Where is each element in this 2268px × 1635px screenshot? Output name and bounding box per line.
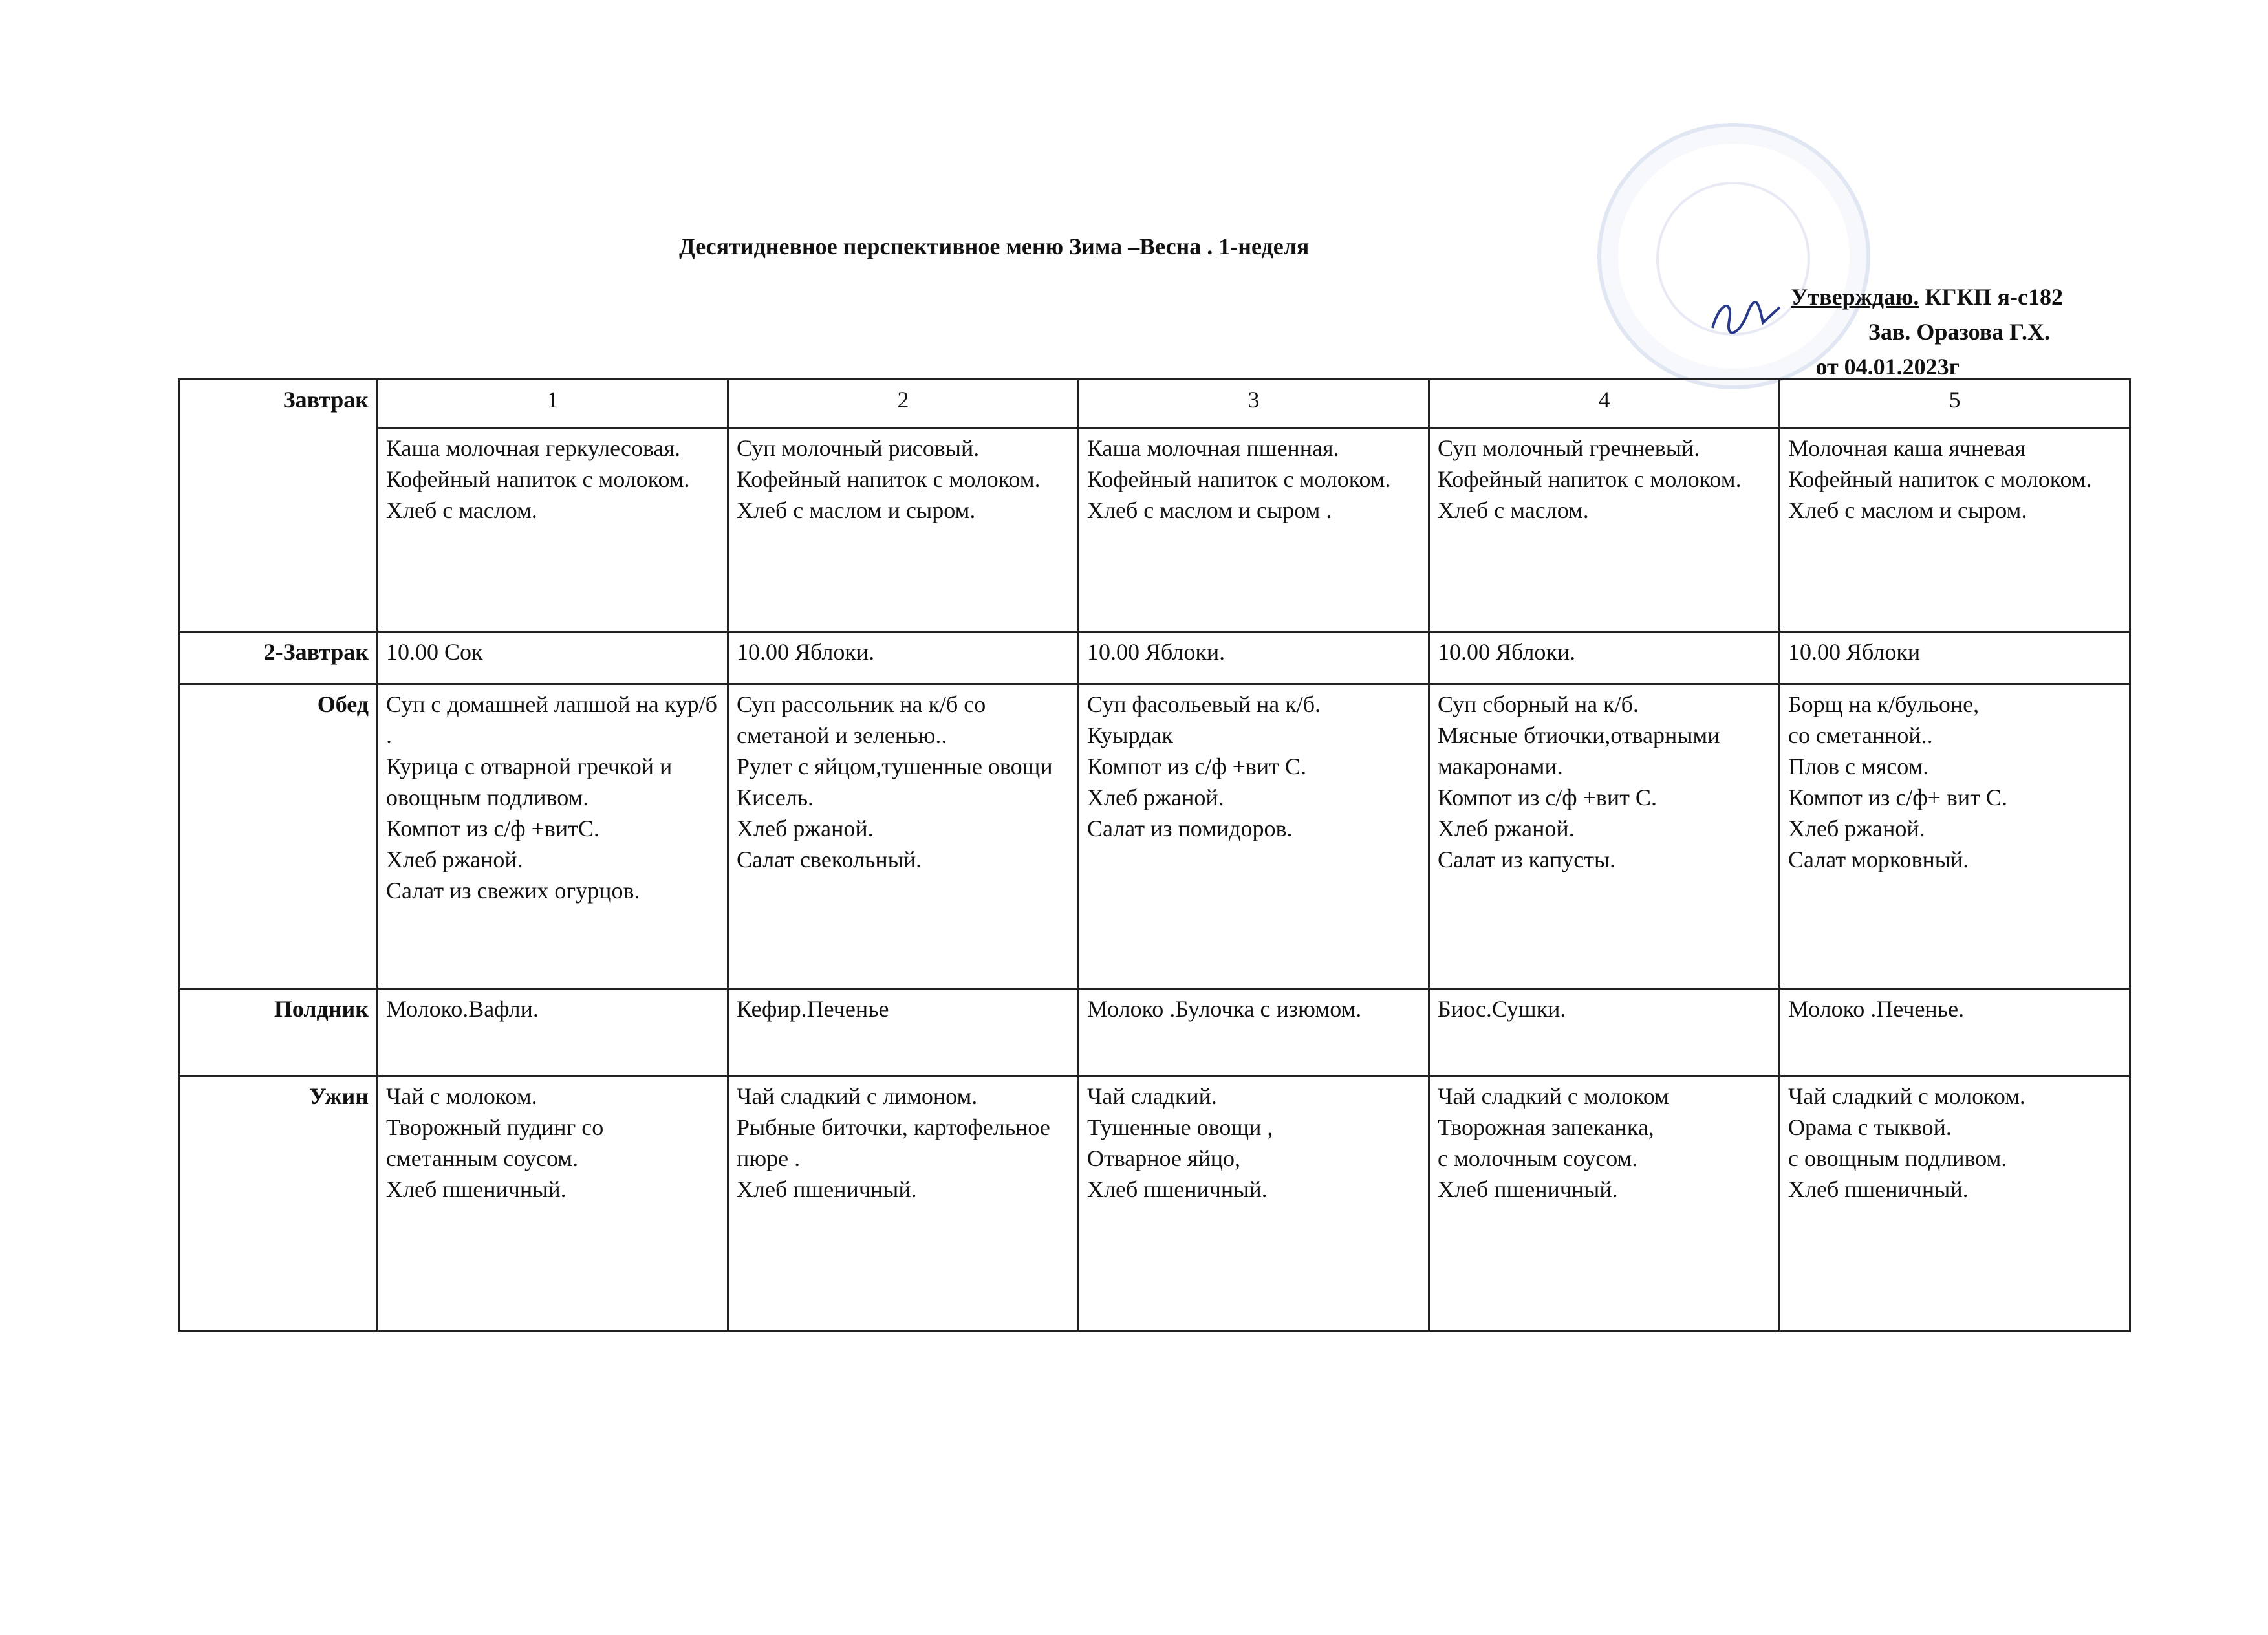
approval-line-1 [1688,279,2141,314]
menu-cell [1079,428,1429,632]
table-row [179,684,2130,989]
menu-line: Молоко .Булочка с изюмом. [1087,996,1362,1022]
menu-line: с овощным подливом. [1788,1145,2007,1171]
menu-line: Хлеб ржаной. [1087,785,1224,810]
approval-block [1688,279,2141,384]
page-title: Десятидневное перспективное меню Зима –Весна . 1-неделя [679,233,1310,259]
meal-label: Обед [179,684,378,989]
menu-line: Отварное яйцо, [1087,1145,1241,1171]
table-row [179,632,2130,684]
menu-line: Чай сладкий. [1087,1083,1217,1109]
menu-line: Рулет с яйцом,тушенные овощи [737,753,1053,779]
menu-line: Хлеб ржаной. [1438,816,1575,841]
menu-line: Салат морковный. [1788,847,1969,872]
approval-date: от 04.01.2023г [1815,354,1960,380]
menu-cell [728,1076,1079,1332]
menu-line: Биос.Сушки. [1438,996,1566,1022]
menu-line: Суп рассольник на к/б со сметаной и зеленью.. [737,691,986,748]
menu-line: Орама с тыквой. [1788,1114,1952,1140]
menu-line: Салат свекольный. [737,847,922,872]
menu-line: Чай сладкий с молоком. [1788,1083,2025,1109]
menu-line: Салат из помидоров. [1087,816,1293,841]
menu-line: Хлеб с маслом. [386,497,537,523]
menu-cell [378,428,728,632]
menu-line: Хлеб пшеничный. [1438,1176,1618,1202]
menu-line: 10.00 Яблоки. [737,639,875,665]
menu-line: Хлеб с маслом и сыром. [737,497,976,523]
meal-label: 2-Завтрак [179,632,378,684]
menu-line: Хлеб ржаной. [1788,816,1925,841]
menu-line: Хлеб с маслом и сыром . [1087,497,1332,523]
menu-line: Кофейный напиток с молоком. [386,466,690,492]
menu-cell [1780,632,2130,684]
menu-cell [728,989,1079,1076]
menu-line: Суп молочный рисовый. [737,435,980,461]
menu-line: Кефир.Печенье [737,996,889,1022]
menu-line: Мясные бтиочки,отварными макаронами. [1438,722,1720,779]
day-number: 5 [1780,380,2130,428]
approval-head: Зав. Оразова Г.Х. [1868,319,2050,345]
menu-line: Плов с мясом. [1788,753,1929,779]
menu-cell [1429,428,1780,632]
menu-line: Молоко.Вафли. [386,996,539,1022]
menu-line: 10.00 Яблоки. [1438,639,1576,665]
menu-line: Хлеб пшеничный. [386,1176,567,1202]
menu-line: Чай сладкий с лимоном. [737,1083,978,1109]
menu-table [178,378,2131,1332]
menu-line: Хлеб пшеничный. [1788,1176,1969,1202]
menu-line: Суп молочный гречневый. [1438,435,1700,461]
menu-cell [1429,989,1780,1076]
menu-cell [1429,684,1780,989]
menu-line: Молоко .Печенье. [1788,996,1965,1022]
menu-cell [728,428,1079,632]
menu-line: Компот из с/ф +витС. [386,816,599,841]
menu-line: Хлеб ржаной. [737,816,874,841]
menu-line: Рыбные биточки, картофельное пюре . [737,1114,1050,1171]
menu-line: Куырдак [1087,722,1173,748]
table-row [179,1076,2130,1332]
table-row [179,380,2130,428]
menu-line: Хлеб с маслом и сыром. [1788,497,2027,523]
day-number: 3 [1079,380,1429,428]
menu-line: Салат из капусты. [1438,847,1616,872]
menu-line: 10.00 Сок [386,639,483,665]
menu-line: Кофейный напиток с молоком. [1788,466,2092,492]
menu-line: Хлеб с маслом. [1438,497,1589,523]
menu-cell [1079,684,1429,989]
menu-cell [1780,989,2130,1076]
menu-line: Кисель. [737,785,814,810]
menu-line: Хлеб пшеничный. [737,1176,917,1202]
menu-line: Творожный пудинг со сметанным соусом. [386,1114,604,1171]
menu-cell [1780,1076,2130,1332]
menu-line: Кофейный напиток с молоком. [1087,466,1391,492]
menu-line: Хлеб ржаной. [386,847,523,872]
menu-line: с молочным соусом. [1438,1145,1638,1171]
menu-line: Каша молочная геркулесовая. [386,435,681,461]
menu-cell [1780,428,2130,632]
menu-cell [1429,632,1780,684]
menu-line: со сметанной.. [1788,722,1933,748]
menu-cell [728,632,1079,684]
menu-line: Тушенные овощи , [1087,1114,1273,1140]
menu-line: Каша молочная пшенная. [1087,435,1339,461]
menu-line: Курица с отварной гречкой и овощным подливом. [386,753,673,810]
menu-line: Молочная каша ячневая [1788,435,2026,461]
menu-cell [728,684,1079,989]
menu-cell [378,684,728,989]
menu-line: Суп с домашней лапшой на кур/б . [386,691,717,748]
menu-line: 10.00 Яблоки [1788,639,1921,665]
menu-cell [1079,1076,1429,1332]
menu-line: Компот из с/ф +вит С. [1438,785,1657,810]
menu-cell [1079,989,1429,1076]
menu-line: Творожная запеканка, [1438,1114,1654,1140]
menu-line: Чай сладкий с молоком [1438,1083,1669,1109]
day-number: 4 [1429,380,1780,428]
meal-label: Полдник [179,989,378,1076]
menu-cell [1429,1076,1780,1332]
menu-cell [378,632,728,684]
table-row [179,989,2130,1076]
menu-line: Суп сборный на к/б. [1438,691,1639,717]
menu-line: Компот из с/ф +вит С. [1087,753,1306,779]
menu-line: Суп фасольевый на к/б. [1087,691,1321,717]
approval-organization: КГКП я-с182 [1919,284,2063,310]
day-number: 2 [728,380,1079,428]
table-row [179,428,2130,632]
day-number: 1 [378,380,728,428]
menu-cell [1780,684,2130,989]
menu-cell [378,989,728,1076]
menu-line: Кофейный напиток с молоком. [737,466,1041,492]
meal-label: Ужин [179,1076,378,1332]
menu-line: Чай с молоком. [386,1083,537,1109]
approval-label: Утверждаю. [1791,284,1919,310]
menu-cell [1079,632,1429,684]
menu-cell [378,1076,728,1332]
menu-line: Хлеб пшеничный. [1087,1176,1268,1202]
menu-line: Салат из свежих огурцов. [386,878,640,904]
meal-label: Завтрак [179,380,378,632]
menu-line: 10.00 Яблоки. [1087,639,1226,665]
menu-line: Кофейный напиток с молоком. [1438,466,1742,492]
menu-line: Компот из с/ф+ вит С. [1788,785,2007,810]
menu-line: Борщ на к/бульоне, [1788,691,1980,717]
